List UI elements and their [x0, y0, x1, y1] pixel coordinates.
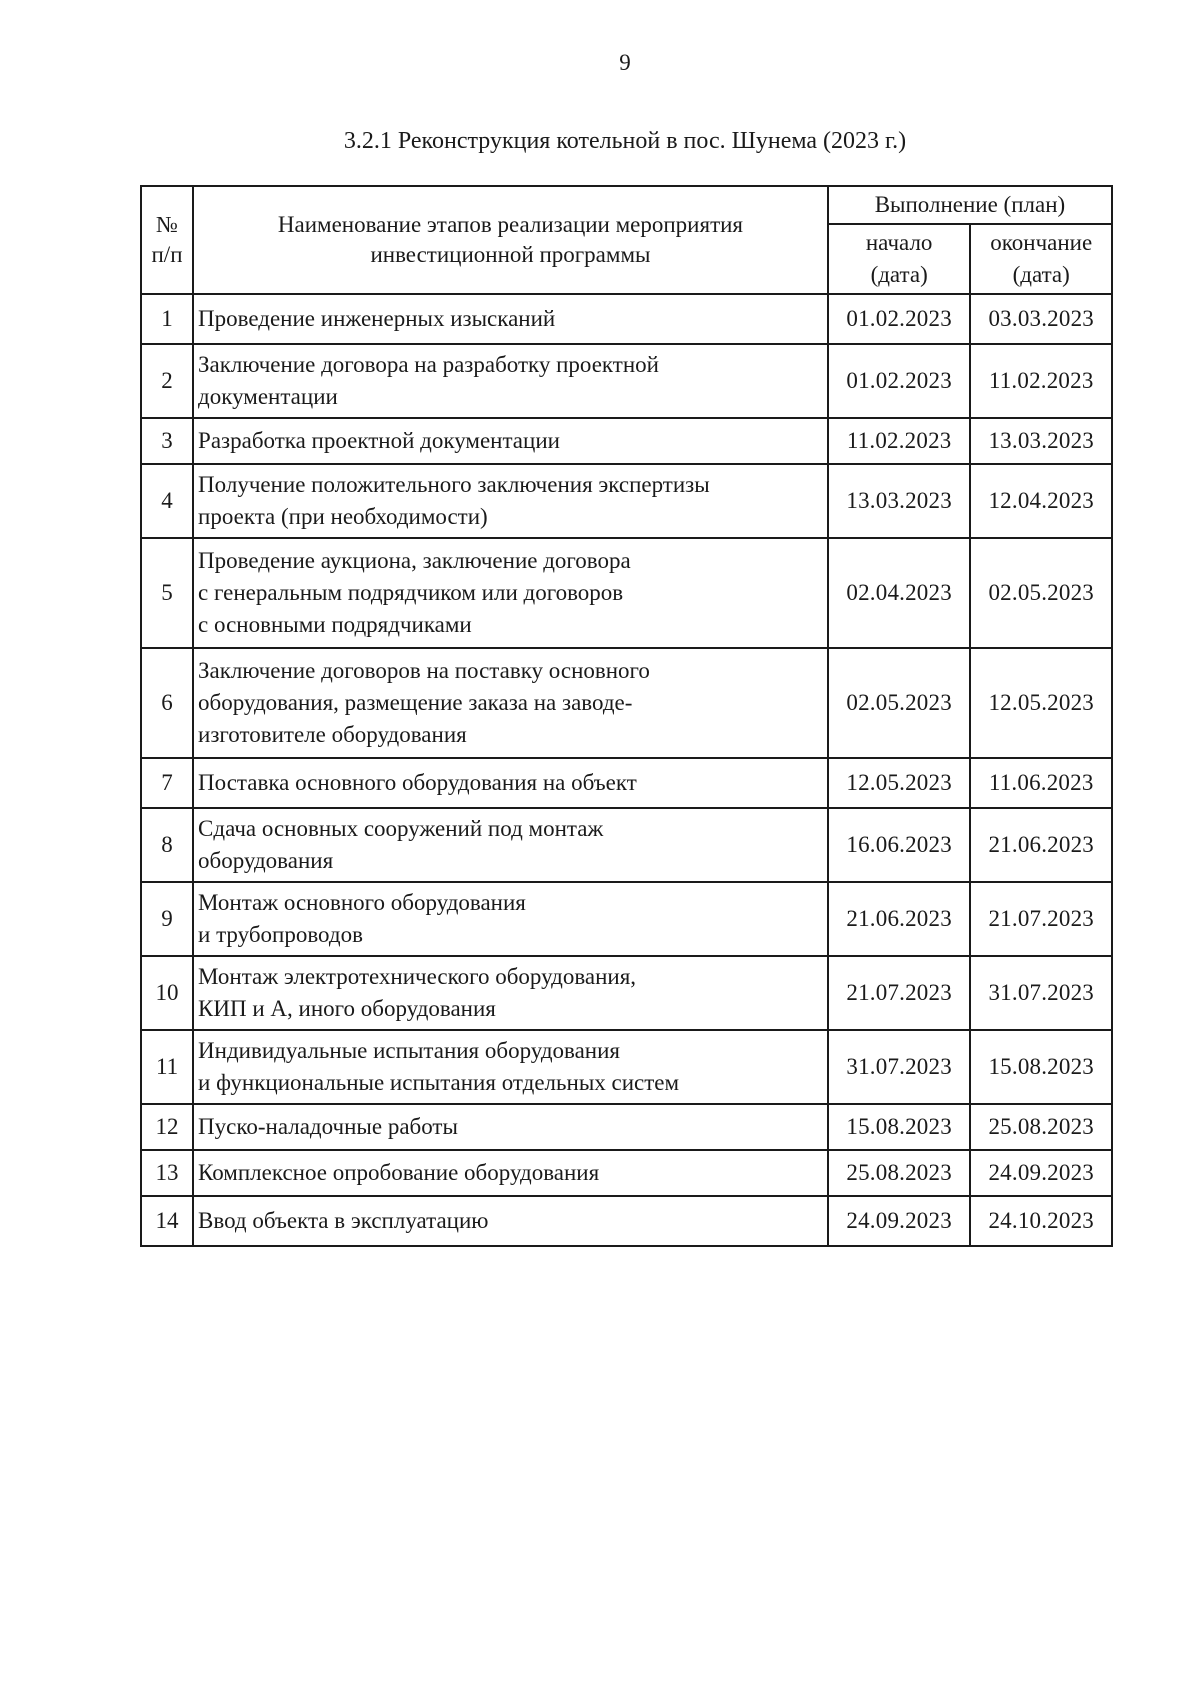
row-num: 6: [141, 648, 193, 758]
header-plan-group: Выполнение (план): [828, 186, 1112, 224]
row-start-date: 31.07.2023: [828, 1030, 971, 1104]
row-start-date: 12.05.2023: [828, 758, 971, 808]
row-stage-name: Проведение аукциона, заключение договора с генеральным подрядчиком или договоров с основными подрядчиками: [193, 538, 828, 648]
row-stage-name: Индивидуальные испытания оборудования и функциональные испытания отдельных систем: [193, 1030, 828, 1104]
row-start-date: 24.09.2023: [828, 1196, 971, 1246]
row-num: 5: [141, 538, 193, 648]
row-num: 8: [141, 808, 193, 882]
row-start-date: 11.02.2023: [828, 418, 971, 464]
table-header: [141, 186, 1112, 294]
table-row: [141, 538, 1112, 648]
row-end-date: 21.06.2023: [970, 808, 1112, 882]
table-row: [141, 882, 1112, 956]
schedule-table: [140, 185, 1113, 1247]
table-row: [141, 956, 1112, 1030]
row-start-date: 02.04.2023: [828, 538, 971, 648]
page-number: 9: [619, 50, 631, 75]
table-row: [141, 1104, 1112, 1150]
row-stage-name: Разработка проектной документации: [193, 418, 828, 464]
table-row: [141, 1030, 1112, 1104]
row-stage-name: Получение положительного заключения экспертизы проекта (при необходимости): [193, 464, 828, 538]
row-stage-name: Заключение договоров на поставку основного оборудования, размещение заказа на заводе- изготовителе оборудования: [193, 648, 828, 758]
row-end-date: 25.08.2023: [970, 1104, 1112, 1150]
table-row: [141, 464, 1112, 538]
row-end-date: 24.10.2023: [970, 1196, 1112, 1246]
row-end-date: 24.09.2023: [970, 1150, 1112, 1196]
table-row: [141, 1196, 1112, 1246]
row-start-date: 01.02.2023: [828, 294, 971, 344]
row-start-date: 01.02.2023: [828, 344, 971, 418]
row-num: 14: [141, 1196, 193, 1246]
row-stage-name: Сдача основных сооружений под монтаж оборудования: [193, 808, 828, 882]
row-stage-name: Монтаж электротехнического оборудования, КИП и А, иного оборудования: [193, 956, 828, 1030]
row-num: 1: [141, 294, 193, 344]
row-end-date: 11.02.2023: [970, 344, 1112, 418]
row-stage-name: Монтаж основного оборудования и трубопроводов: [193, 882, 828, 956]
row-stage-name: Поставка основного оборудования на объект: [193, 758, 828, 808]
row-start-date: 21.07.2023: [828, 956, 971, 1030]
row-num: 4: [141, 464, 193, 538]
table-row: [141, 294, 1112, 344]
table-body: [141, 294, 1112, 1246]
document-title: 3.2.1 Реконструкция котельной в пос. Шунема (2023 г.): [343, 128, 907, 154]
table-row: [141, 808, 1112, 882]
header-stage-name: Наименование этапов реализации мероприятия инвестиционной программы: [193, 186, 828, 294]
row-stage-name: Комплексное опробование оборудования: [193, 1150, 828, 1196]
row-num: 12: [141, 1104, 193, 1150]
row-start-date: 25.08.2023: [828, 1150, 971, 1196]
row-stage-name: Пуско-наладочные работы: [193, 1104, 828, 1150]
row-start-date: 21.06.2023: [828, 882, 971, 956]
row-num: 3: [141, 418, 193, 464]
row-num: 13: [141, 1150, 193, 1196]
row-num: 7: [141, 758, 193, 808]
header-num: № п/п: [141, 186, 193, 294]
header-end-date: окончание (дата): [970, 224, 1112, 294]
table-row: [141, 648, 1112, 758]
row-end-date: 15.08.2023: [970, 1030, 1112, 1104]
table-row: [141, 758, 1112, 808]
row-stage-name: Заключение договора на разработку проектной документации: [193, 344, 828, 418]
row-num: 11: [141, 1030, 193, 1104]
row-end-date: 21.07.2023: [970, 882, 1112, 956]
row-end-date: 31.07.2023: [970, 956, 1112, 1030]
row-start-date: 13.03.2023: [828, 464, 971, 538]
row-stage-name: Ввод объекта в эксплуатацию: [193, 1196, 828, 1246]
table-row: [141, 344, 1112, 418]
row-start-date: 02.05.2023: [828, 648, 971, 758]
row-num: 9: [141, 882, 193, 956]
row-end-date: 13.03.2023: [970, 418, 1112, 464]
row-end-date: 02.05.2023: [970, 538, 1112, 648]
row-end-date: 12.04.2023: [970, 464, 1112, 538]
row-num: 2: [141, 344, 193, 418]
row-end-date: 03.03.2023: [970, 294, 1112, 344]
row-start-date: 16.06.2023: [828, 808, 971, 882]
table-row: [141, 1150, 1112, 1196]
row-end-date: 11.06.2023: [970, 758, 1112, 808]
header-start-date: начало (дата): [828, 224, 971, 294]
row-end-date: 12.05.2023: [970, 648, 1112, 758]
row-stage-name: Проведение инженерных изысканий: [193, 294, 828, 344]
row-num: 10: [141, 956, 193, 1030]
row-start-date: 15.08.2023: [828, 1104, 971, 1150]
table-row: [141, 418, 1112, 464]
